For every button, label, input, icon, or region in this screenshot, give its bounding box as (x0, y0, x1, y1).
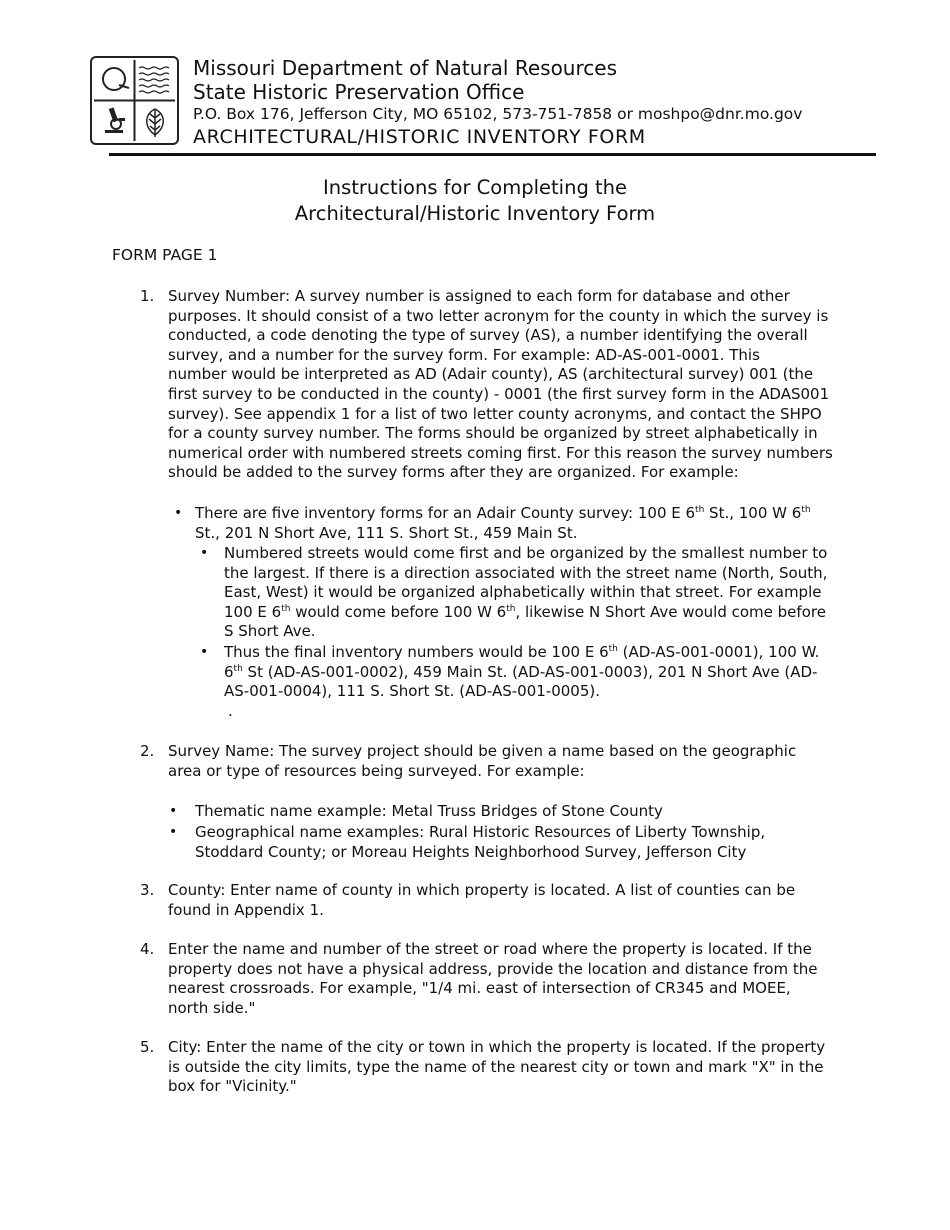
sub-bullet-numbered-streets: Numbered streets would come first and be organized by the smallest number to the largest. If there is a direction associated with the street name (North, South, East, West) it would be organized alphabetically within that street. For example 100 E 6th would come before 100 W 6th, likewise N Short Ave would come before S Short Ave. (224, 544, 828, 641)
form-page-label: FORM PAGE 1 (112, 246, 218, 264)
bullet-five-forms: There are five inventory forms for an Adair County survey: 100 E 6th St., 100 W 6th St., 201 N Short Ave, 111 S. Short St., 459 Main St. (195, 504, 811, 542)
page-title-line2: Architectural/Historic Inventory Form (294, 202, 656, 225)
page-title-line1: Instructions for Completing the (322, 176, 628, 199)
item-street-address: Enter the name and number of the street or road where the property is located. If the property does not have a physical address, provide the location and distance from the nearest crossroads. For example, "1/4 mi. east of intersection of CR345 and MOEE, north side." (168, 940, 818, 1017)
office-name: State Historic Preservation Office (193, 80, 525, 104)
department-name: Missouri Department of Natural Resources (193, 56, 617, 80)
item-number: 3. (140, 881, 155, 899)
item-county: County: Enter name of county in which property is located. A list of counties can be found in Appendix 1. (168, 881, 796, 919)
text-line: for a county survey number. The forms should be organized by street alphabetically in (168, 424, 818, 443)
dnr-logo (90, 56, 179, 145)
leaf-icon (147, 109, 164, 137)
item-survey-name: Survey Name: The survey project should be given a name based on the geographic area or type of resources being surveyed. For example: (168, 742, 797, 780)
text-line: Survey Number: A survey number is assigned to each form for database and other (168, 287, 790, 305)
item-city: City: Enter the name of the city or town in which the property is located. If the property is outside the city limits, type the name of the nearest city or town and mark "X" in the box for "Vicinity." (168, 1038, 826, 1096)
bullet-thematic-example: Thematic name example: Metal Truss Bridges of Stone County (195, 802, 663, 820)
text-line: should be added to the survey forms after they are organized. For example: (168, 463, 739, 482)
item-number: 1. (140, 287, 155, 305)
bullet-icon: • (174, 505, 183, 521)
item-number: 5. (140, 1038, 155, 1056)
bullet-icon: • (169, 803, 178, 819)
water-waves-icon (139, 67, 169, 93)
text-line: survey, and a number for the survey form. For example: AD-AS-001-0001. This (168, 345, 760, 364)
text-line: numerical order with numbered streets coming first. For this reason the survey numbers (168, 443, 833, 462)
text-line: number would be interpreted as AD (Adair county), AS (architectural survey) 001 (the (168, 365, 814, 384)
header-rule (109, 153, 876, 156)
text-line: purposes. It should consist of a two letter acronym for the county in which the survey is (168, 306, 829, 325)
bullet-icon: • (169, 824, 178, 840)
office-address: P.O. Box 176, Jefferson City, MO 65102, 573-751-7858 or moshpo@dnr.mo.gov (193, 105, 803, 123)
item-survey-number (168, 287, 833, 483)
text-line: first survey to be conducted in the county) - 0001 (the first survey form in the ADAS001 (168, 384, 830, 403)
form-name: ARCHITECTURAL/HISTORIC INVENTORY FORM (193, 126, 646, 148)
bullet-icon: • (200, 644, 209, 660)
sun-icon (103, 68, 129, 90)
sub-bullet-final-numbers: Thus the final inventory numbers would be 100 E 6th (AD-AS-001-0001), 100 W. 6th St (AD-AS-001-0002), 459 Main St. (AD-AS-001-0003), 201 N Short Ave (AD- AS-001-0004), 111 S. Short St. (AD-AS-001-0005). . (224, 643, 820, 720)
bullet-geographical-example: Geographical name examples: Rural Historic Resources of Liberty Township, Stoddard County; or Moreau Heights Neighborhood Survey, Jefferson City (195, 823, 766, 861)
item-number: 2. (140, 742, 155, 760)
microscope-icon (105, 107, 125, 133)
item-number: 4. (140, 940, 155, 958)
text-line: survey). See appendix 1 for a list of two letter county acronyms, and contact the SHPO (168, 404, 822, 423)
bullet-icon: • (200, 545, 209, 561)
text-line: conducted, a code denoting the type of survey (AS), a number identifying the overall (168, 326, 808, 345)
